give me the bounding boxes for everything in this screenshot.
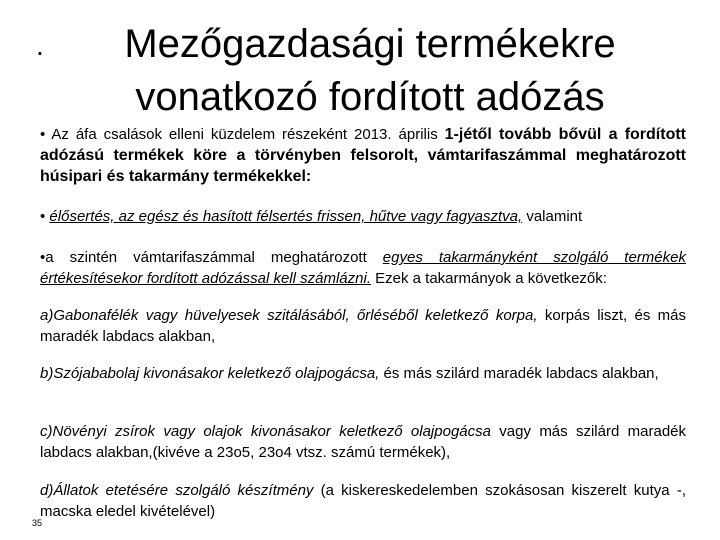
feed-rest: Ezek a takarmányok a következők: bbox=[370, 270, 607, 287]
title-line-2: vonatkozó fordított adózás bbox=[135, 75, 605, 119]
item-b-italic: b)Szójababolaj kivonásakor keletkező olajpogácsa, bbox=[40, 365, 380, 382]
item-b-rest: és más szilárd maradék labdacs alakban, bbox=[379, 365, 659, 382]
intro-paragraph bbox=[40, 124, 686, 187]
item-c-rest: vagy más szilárd maradék labdacs alakban,(kivéve a 23o5, 23o4 vtsz. számú termékek), bbox=[40, 423, 686, 461]
intro-bold-text: 1-jétől tovább bővül a fordított adózású termékek köre a törvényben felsorolt, vámtarifaszámmal meghatározott húsipari és takarmány termékekkel: bbox=[40, 126, 686, 185]
item-c-italic: c)Növényi zsírok vagy olajok kivonásakor keletkező olajpogácsa bbox=[40, 423, 491, 440]
pig-bullet: • bbox=[40, 208, 50, 225]
item-a bbox=[40, 305, 686, 347]
pig-paragraph bbox=[40, 206, 686, 227]
item-a-rest: korpás liszt, és más maradék labdacs alakban, bbox=[40, 307, 687, 345]
feed-paragraph bbox=[40, 247, 686, 289]
title-bullet: . bbox=[36, 30, 44, 61]
item-a-italic: a)Gabonafélék vagy hüvelyesek szitálásából, őrléséből keletkező korpa, bbox=[40, 307, 538, 324]
pig-emphasis: élősertés, az egész és hasított félsertés frissen, hűtve vagy fagyasztva, bbox=[49, 208, 523, 225]
item-d-italic: d)Állatok etetésére szolgáló készítmény bbox=[40, 482, 314, 499]
feed-text: •a szintén vámtarifaszámmal meghatározott bbox=[40, 249, 383, 266]
feed-emphasis: egyes takarmányként szolgáló termékek értékesítésekor fordított adózással kell számlázni. bbox=[40, 249, 686, 287]
slide-number: 35 bbox=[32, 518, 43, 528]
item-d bbox=[40, 480, 686, 522]
pig-rest: valamint bbox=[522, 208, 583, 225]
title-line-1: Mezőgazdasági termékekre bbox=[124, 22, 616, 66]
item-d-rest: (a kiskereskedelemben szokásosan kiszerelt kutya -, macska eledel kivételével) bbox=[40, 482, 686, 520]
item-b bbox=[40, 363, 686, 384]
slide-title bbox=[90, 18, 650, 124]
intro-text: • Az áfa csalások elleni küzdelem részeként 2013. április bbox=[40, 126, 445, 143]
item-c bbox=[40, 421, 686, 463]
